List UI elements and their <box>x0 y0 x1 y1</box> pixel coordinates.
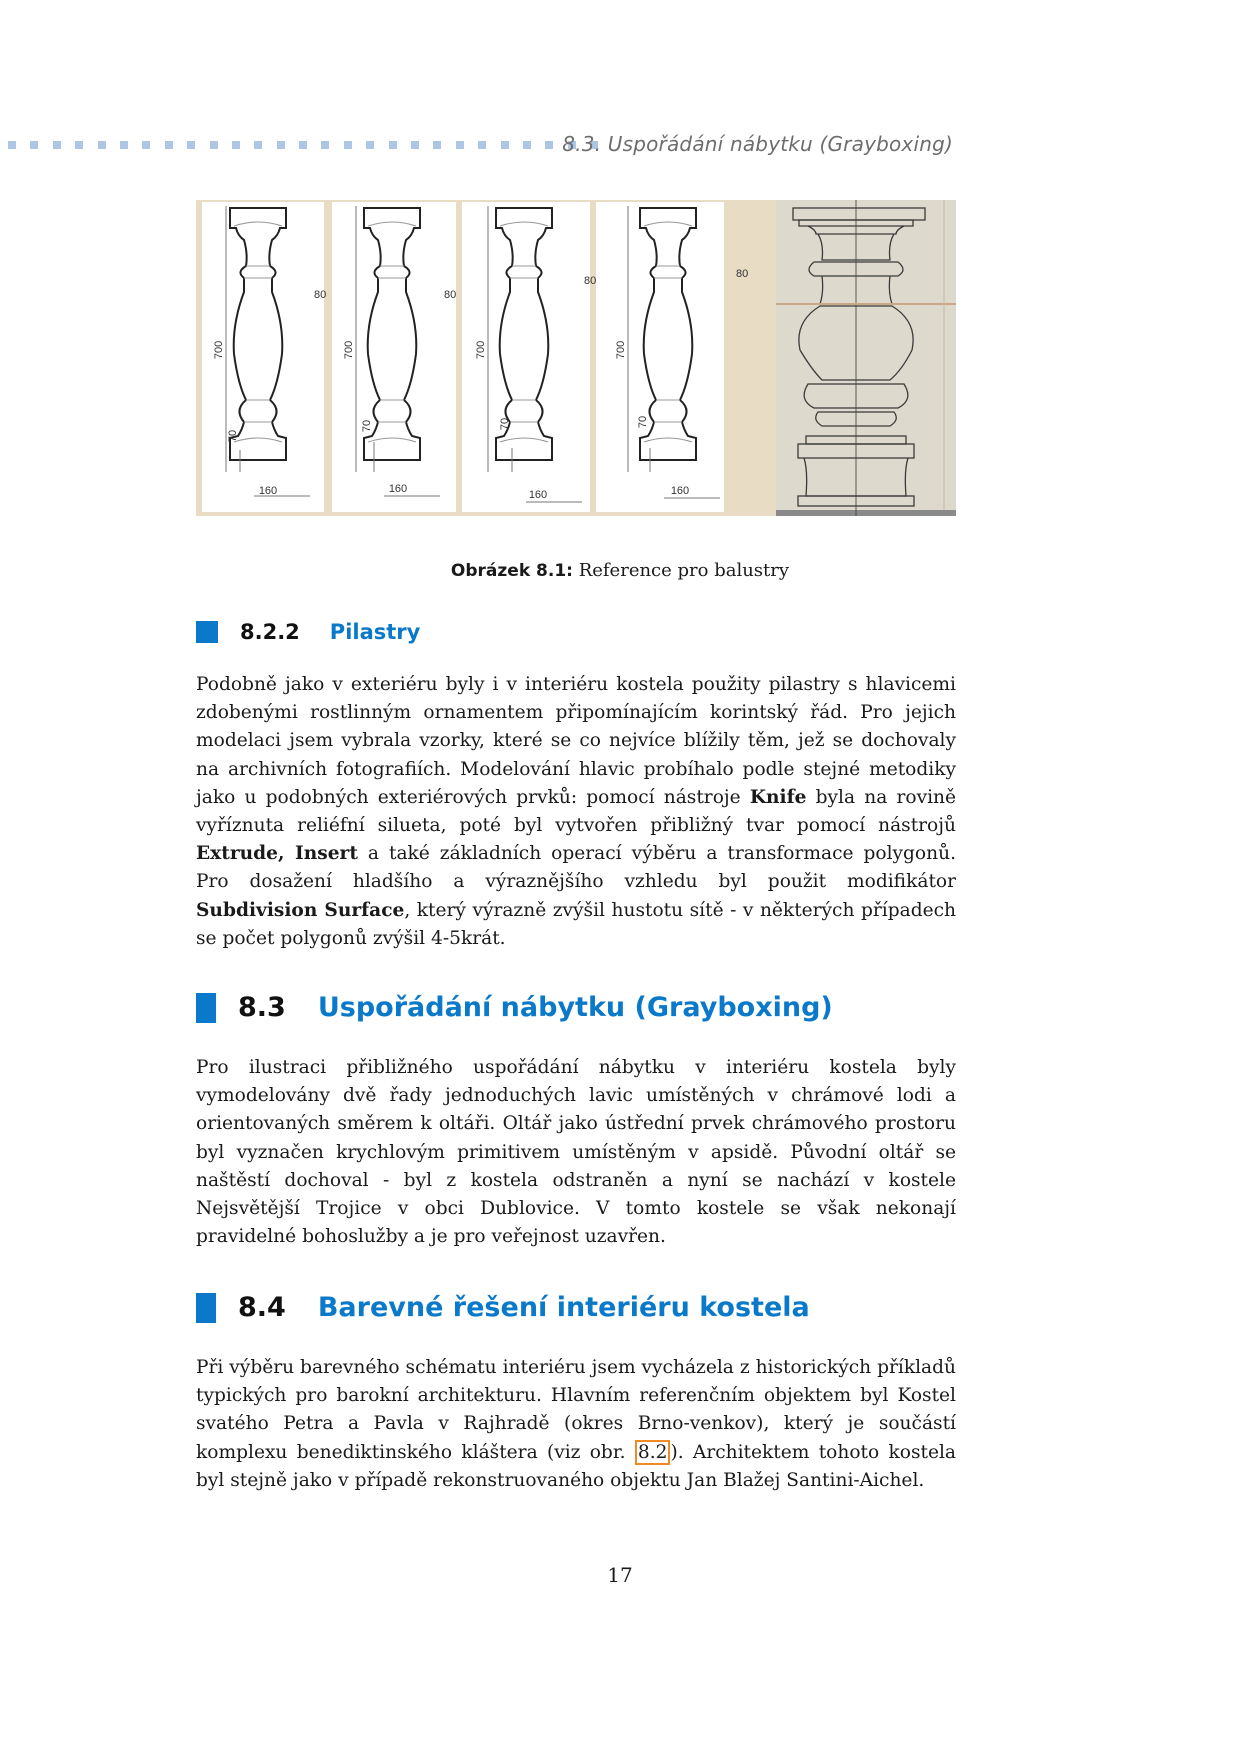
section-number: 8.4 <box>238 1292 286 1323</box>
dimension-label-neck: 80 <box>314 289 327 301</box>
paragraph-grayboxing: Pro ilustraci přibližného uspořádání nábytku v interiéru kostela byly vymodelovány dvě řady jednoduchých lavic umístěných v chrámové lodi a orientovaných směrem k oltáři. Oltář jako ústřední prvek chrámového prostoru byl vyznačen krychlovým primitivem umístěným v apsidě. Původní oltář se naštěstí dochoval - byl z kostela odstraněn a nyní se nachází v kostele Nejsvětější Trojice v obci Dublovice. V tomto kostele se však nekonají pravidelné bohoslužby a je pro veřejnost uzavřen. <box>196 1057 956 1248</box>
header-dot <box>277 141 285 149</box>
header-dot <box>210 141 218 149</box>
header-dot <box>120 141 128 149</box>
figure-caption-text: Reference pro balustry <box>572 560 790 581</box>
header-dot <box>75 141 83 149</box>
bold-term-subdivision-surface: Subdivision Surface <box>196 899 405 921</box>
section-title: Uspořádání nábytku (Grayboxing) <box>317 992 833 1023</box>
header-dot <box>366 141 374 149</box>
heading-square-icon <box>196 621 218 643</box>
text-run: ). Architektem tohoto kostela byl stejně jako v případě rekonstruovaného objektu Jan Blažej Santini-Aichel. <box>196 1441 956 1491</box>
header-dot <box>411 141 419 149</box>
section-heading-grayboxing <box>196 992 833 1023</box>
svg-text:80: 80 <box>736 268 749 280</box>
header-dot <box>501 141 509 149</box>
svg-text:70: 70 <box>637 415 649 429</box>
header-dot <box>344 141 352 149</box>
header-dot <box>187 141 195 149</box>
header-dot <box>30 141 38 149</box>
header-dot <box>456 141 464 149</box>
header-dot <box>389 141 397 149</box>
svg-text:70: 70 <box>361 419 373 433</box>
header-dot <box>523 141 531 149</box>
header-dot <box>321 141 329 149</box>
text-run: Podobně jako v exteriéru byly i v interiéru kostela použity pilastry s hlavicemi zdobenými rostlinným ornamentem připomínajícím korintský řád. Pro jejich modelaci jsem vybrala vzorky, které se co nejvíce blížily těm, jež se dochovaly na archivních fotografiích. Modelování hlavic probíhalo podle stejné metodiky jako u podobných exteriérových prvků: pomocí nástroje <box>196 674 956 808</box>
figure-caption <box>0 560 1240 581</box>
figure-reference-link[interactable]: 8.2 <box>635 1440 671 1465</box>
svg-text:70: 70 <box>499 417 511 431</box>
figure-caption-label: Obrázek 8.1: <box>450 561 573 581</box>
svg-text:160: 160 <box>528 489 548 501</box>
heading-square-icon <box>196 993 216 1023</box>
svg-text:160: 160 <box>670 485 690 497</box>
bold-term-knife: Knife <box>749 786 807 808</box>
heading-square-icon <box>196 1293 216 1323</box>
subsection-title: Pilastry <box>329 620 421 644</box>
page-number: 17 <box>607 1563 633 1587</box>
header-dot <box>232 141 240 149</box>
text-run: a také základních operací výběru a transformace polygonů. Pro dosažení hladšího a výraznějšího vzhledu byl použit modifikátor <box>196 843 956 893</box>
svg-text:70: 70 <box>227 429 239 443</box>
header-dot <box>545 141 553 149</box>
svg-text:160: 160 <box>388 483 408 495</box>
svg-text:700: 700 <box>213 340 225 360</box>
svg-text:700: 700 <box>615 340 627 360</box>
svg-text:160: 160 <box>258 485 278 497</box>
paragraph-pilastry <box>196 671 956 953</box>
svg-text:80: 80 <box>584 275 597 287</box>
header-dot <box>142 141 150 149</box>
paragraph-barevne-reseni <box>196 1354 956 1495</box>
subsection-number: 8.2.2 <box>240 620 300 644</box>
running-header <box>0 132 1240 156</box>
svg-text:700: 700 <box>475 340 487 360</box>
header-dot <box>165 141 173 149</box>
header-dot-rule <box>8 141 598 149</box>
bold-term-extrude-insert: Extrude, Insert <box>196 843 358 865</box>
text-run: Při výběru barevného schématu interiéru jsem vycházela z historických příkladů typických pro barokní architekturu. Hlavním referenčním objektem byl Kostel svatého Petra a Pavla v Rajhradě (okres Brno-venkov), který je součástí komplexu benediktinského kláštera (viz obr. <box>196 1357 956 1463</box>
figure-balusters <box>196 200 956 516</box>
header-dot <box>254 141 262 149</box>
svg-text:80: 80 <box>444 289 457 301</box>
subsection-heading-pilastry <box>196 620 420 644</box>
header-dot <box>478 141 486 149</box>
text-run: byla na rovině vyříznuta reliéfní silueta, poté byl vytvořen přibližný tvar pomocí nástrojů <box>196 786 957 837</box>
header-dot <box>8 141 16 149</box>
header-dot <box>299 141 307 149</box>
section-heading-barevne-reseni <box>196 1292 810 1323</box>
baluster-reference-image <box>196 200 956 516</box>
header-dot <box>433 141 441 149</box>
section-title: Barevné řešení interiéru kostela <box>317 1292 810 1323</box>
header-dot <box>98 141 106 149</box>
header-dot <box>53 141 61 149</box>
svg-text:700: 700 <box>343 340 355 360</box>
text-run: , který výrazně zvýšil hustotu sítě - v některých případech se počet polygonů zvýšil 4-5krát. <box>196 899 956 949</box>
section-number: 8.3 <box>238 992 286 1023</box>
running-header-title: 8.3. Uspořádání nábytku (Grayboxing) <box>562 132 953 156</box>
